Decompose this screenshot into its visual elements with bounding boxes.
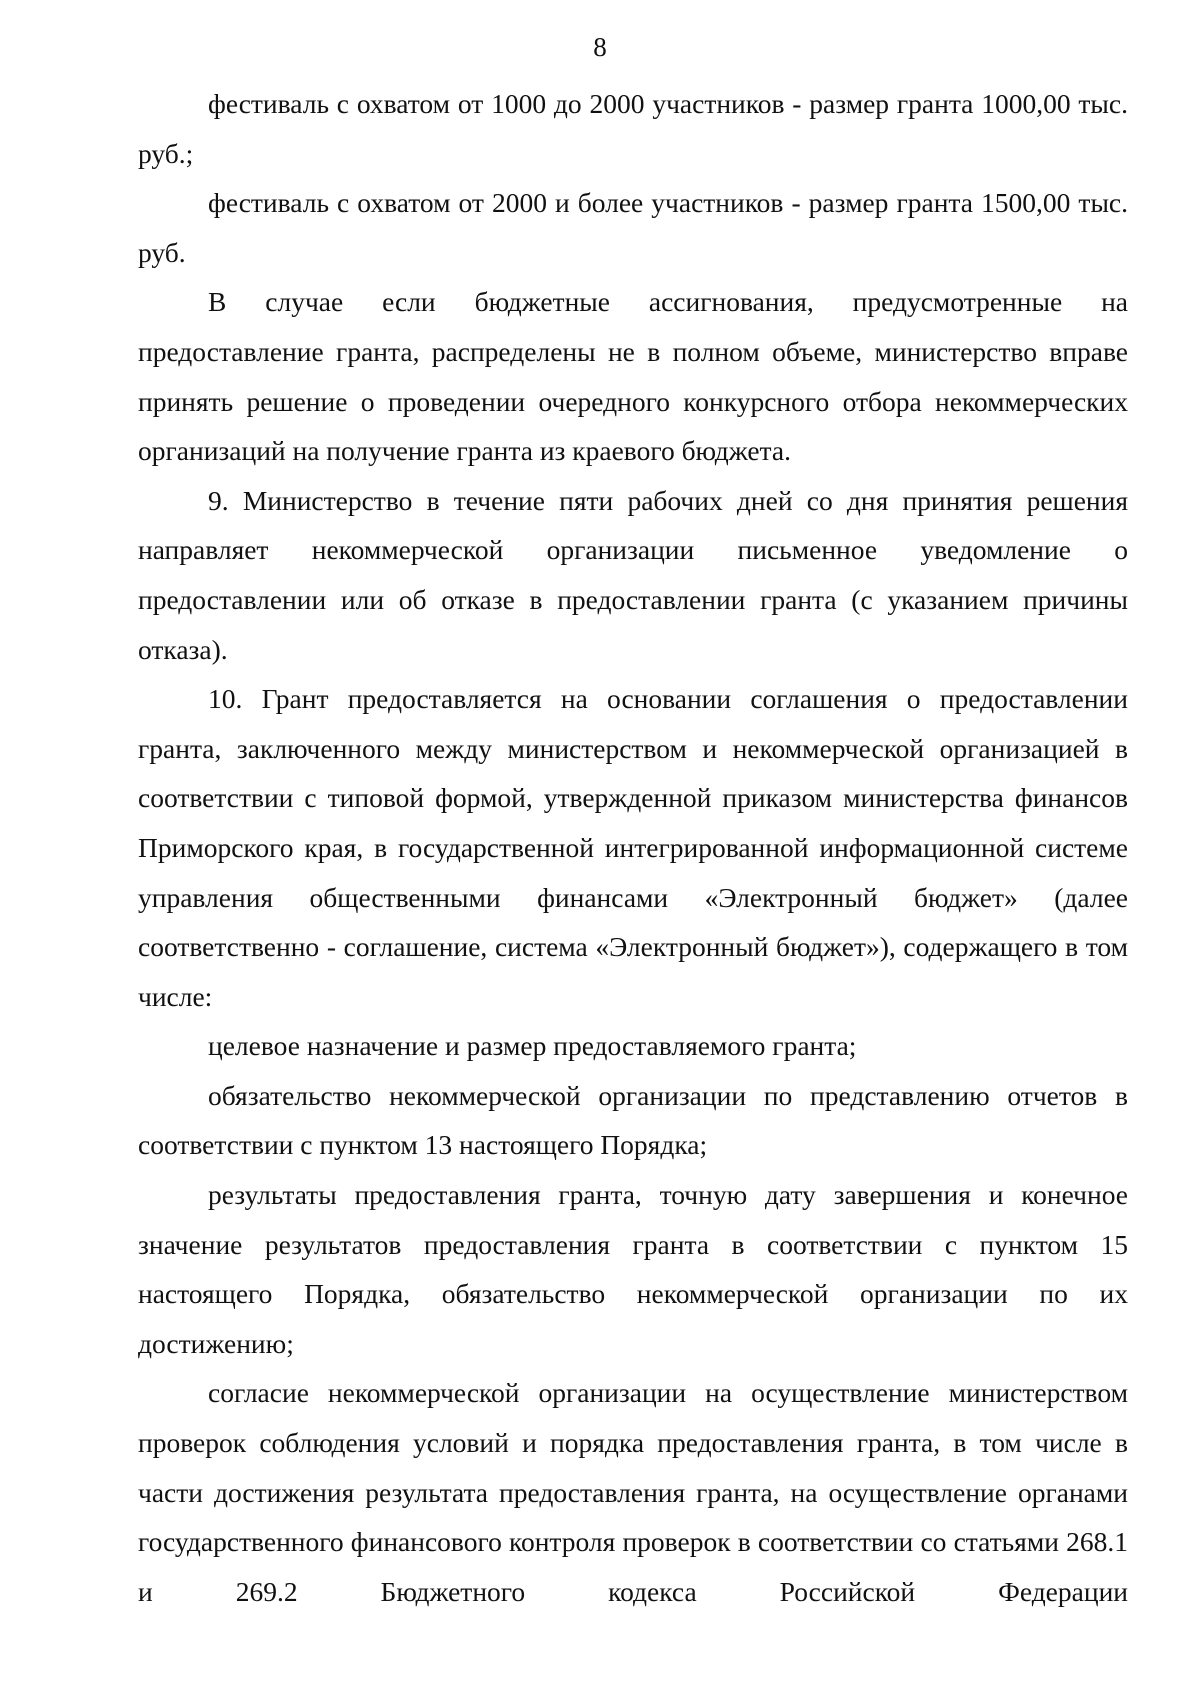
paragraph-item-9: 9. Министерство в течение пяти рабочих дней со дня принятия решения направляет некоммерческой организации письменное уведомление о предоставлении или об отказе в предоставлении гранта (с указанием причины отказа).: [138, 484, 1128, 665]
paragraph-budget-allocation: В случае если бюджетные ассигнования, предусмотренные на предоставление гранта, распределены не в полном объеме, министерство вправе принять решение о проведении очередного конкурсного отбора некоммерческих организаций на получение гранта из краевого бюджета.: [138, 286, 1128, 467]
page-number: 8: [593, 32, 607, 62]
paragraph-item-10: 10. Грант предоставляется на основании соглашения о предоставлении гранта, заключенного между министерством и некоммерческой организацией в соответствии с типовой формой, утвержденной приказом министерства финансов Приморского края, в государственной интегрированной информационной системе управления общественными финансами «Электронный бюджет» (далее соответственно - соглашение, система «Электронный бюджет»), содержащего в том числе:: [138, 683, 1128, 1012]
paragraph-festival-2000-plus: фестиваль с охватом от 2000 и более участников - размер гранта 1500,00 тыс. руб.: [138, 187, 1128, 268]
paragraph-consent: согласие некоммерческой организации на осуществление министерством проверок соблюдения условий и порядка предоставления гранта, в том числе в части достижения результата предоставления гранта, на осуществление органами государственного финансового контроля проверок в соответствии со статьями 268.1 и 269.2 Бюджетного кодекса Российской Федерации: [138, 1377, 1128, 1607]
paragraph-reporting-obligation: обязательство некоммерческой организации по представлению отчетов в соответствии с пунктом 13 настоящего Порядка;: [138, 1079, 1128, 1161]
paragraph-festival-1000-2000: фестиваль с охватом от 1000 до 2000 участников - размер гранта 1000,00 тыс. руб.;: [138, 88, 1128, 169]
paragraph-results: результаты предоставления гранта, точную дату завершения и конечное значение результатов предоставления гранта в соответствии с пунктом 15 настоящего Порядка, обязательство некоммерческой организации по их достижению;: [138, 1179, 1128, 1359]
paragraph-purpose: целевое назначение и размер предоставляемого гранта;: [208, 1030, 857, 1062]
document-body: [138, 79, 1128, 1616]
